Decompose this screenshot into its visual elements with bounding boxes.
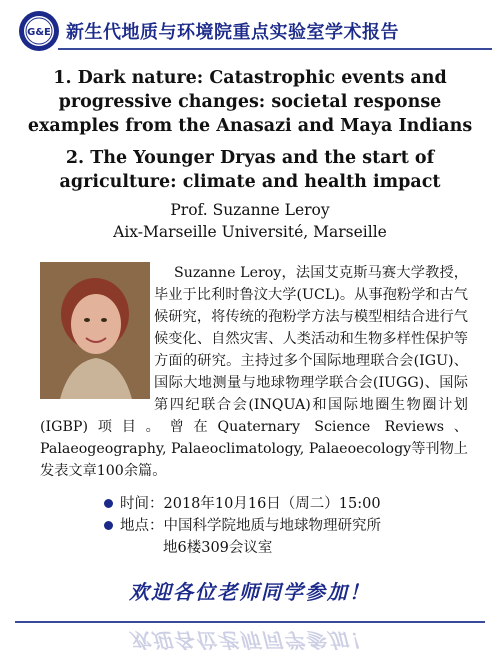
talk-title-2: 2. The Younger Dryas and the start of agriculture: climate and health impact	[59, 148, 441, 192]
speaker-name: Prof. Suzanne Leroy	[170, 201, 330, 219]
header	[0, 0, 500, 62]
event-time	[104, 493, 381, 515]
place-value: 中国科学院地质与地球物理研究所	[163, 518, 381, 534]
header-divider	[58, 48, 492, 50]
welcome-message: 欢迎各位老师同学参加！	[129, 580, 371, 604]
talk-title-1: 1. Dark nature: Catastrophic events and progressive changes: societal response examples from the Anasazi and Maya Indians	[27, 68, 473, 136]
logo-text: G&E	[27, 27, 51, 38]
speaker-bio	[40, 262, 468, 482]
bullet-icon	[104, 499, 113, 508]
event-place-room: 地6楼309会议室	[163, 540, 273, 556]
event-place	[104, 515, 381, 537]
bullet-icon	[104, 521, 113, 530]
page-title: 新生代地质与环境院重点实验室学术报告	[66, 22, 399, 43]
time-label: 时间：	[120, 496, 164, 512]
speaker-affiliation: Aix-Marseille Université, Marseille	[113, 223, 387, 241]
time-value: 2018年10月16日（周二）15:00	[163, 496, 381, 512]
lab-logo	[18, 10, 60, 52]
place-label: 地点：	[120, 518, 164, 534]
footer-divider	[15, 621, 485, 623]
welcome-reflection: 欢迎各位老师同学参加！	[129, 628, 371, 652]
bio-text: Suzanne Leroy，法国艾克斯马赛大学教授，毕业于比利时鲁汶大学(UCL)。从事孢粉学和古气候研究，将传统的孢粉学方法与模型相结合进行气候变化、自然灾害、人类活动和生物多样性保护等方面的研究。主持过多个国际地理联合会(IGU)、国际大地测量与地球物理学联合会(IUGG)、国际第四纪联合会(INQUA)和国际地圈生物圈计划(IGBP)项目。曾在Quaternary Science Reviews、Palaeogeography, Palaeoclimatology, Palaeoecology等刊物上发表文章100余篇。	[40, 265, 468, 479]
